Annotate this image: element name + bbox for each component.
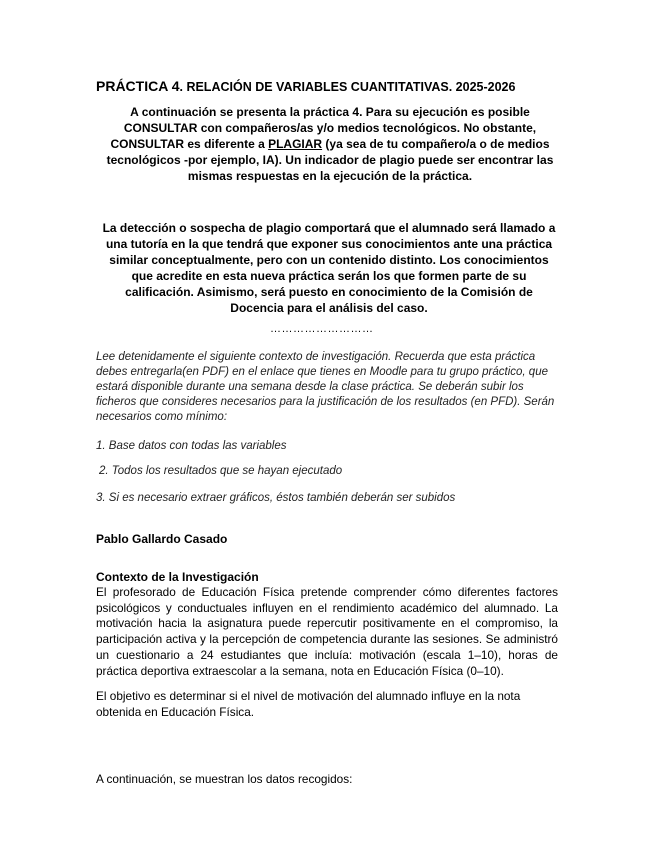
- title-rest: . RELACIÓN DE VARIABLES CUANTITATIVAS. 2025-2026: [179, 80, 516, 94]
- plagiar-word: PLAGIAR: [268, 137, 323, 151]
- separator: ………………………: [270, 323, 374, 335]
- plagiarism-notice: [100, 104, 560, 184]
- data-intro: A continuación, se muestran los datos recogidos:: [96, 772, 353, 786]
- author-name: Pablo Gallardo Casado: [96, 532, 228, 546]
- plagiarism-warning: La detección o sospecha de plagio comportará que el alumnado será llamado a una tutoría en la que tendrá que exponer sus conocimientos ante una práctica similar conceptualmente, pero con un contenido distinto. Los conocimientos que acredite en esta nueva práctica serán los que formen parte de su calificación. Asimismo, será puesto en conocimiento de la Comisión de Docencia para el análisis del caso.: [102, 221, 556, 315]
- notice-part-1: A continuación se presenta la práctica 4. Para su ejecución es posible CONSULTAR con compañeros/as y/o medios tecnológicos. No obstante, CONSULTAR es diferente a: [110, 105, 537, 151]
- notice-part-2: (ya sea de tu compañero/a o de medios tecnológicos -por ejemplo, IA). Un indicador de plagio puede ser encontrar las mismas respuestas en la ejecución de la práctica.: [106, 137, 554, 183]
- list-item: 2. Todos los resultados que se hayan ejecutado: [99, 465, 343, 477]
- title-prefix: PRÁCTICA 4: [96, 78, 180, 94]
- list-item: 3. Si es necesario extraer gráficos, éstos también deberán ser subidos: [96, 492, 456, 504]
- page-title: [96, 78, 515, 94]
- context-heading: Contexto de la Investigación: [96, 570, 259, 584]
- objective-paragraph: El objetivo es determinar si el nivel de motivación del alumnado influye en la nota obtenida en Educación Física.: [96, 689, 521, 719]
- list-item: 1. Base datos con todas las variables: [96, 440, 287, 452]
- instructions-intro: Lee detenidamente el siguiente contexto de investigación. Recuerda que esta práctica debes entregarla(en PDF) en el enlace que tienes en Moodle para tu grupo práctico, que estará disponible durante una semana desde la clase práctica. Se deberán subir los ficheros que consideres necesarios para la justificación de los resultados (en PFD). Serán necesarios como mínimo:: [96, 351, 555, 423]
- context-paragraph: El profesorado de Educación Física pretende comprender cómo diferentes factores psicológicos y conductuales influyen en el rendimiento académico del alumnado. La motivación hacia la asignatura puede repercutir positivamente en el compromiso, la participación activa y la percepción de competencia durante las sesiones. Se administró un cuestionario a 24 estudiantes que incluía: motivación (escala 1–10), horas de práctica deportiva extraescolar a la semana, nota en Educación Física (0–10).: [96, 585, 558, 678]
